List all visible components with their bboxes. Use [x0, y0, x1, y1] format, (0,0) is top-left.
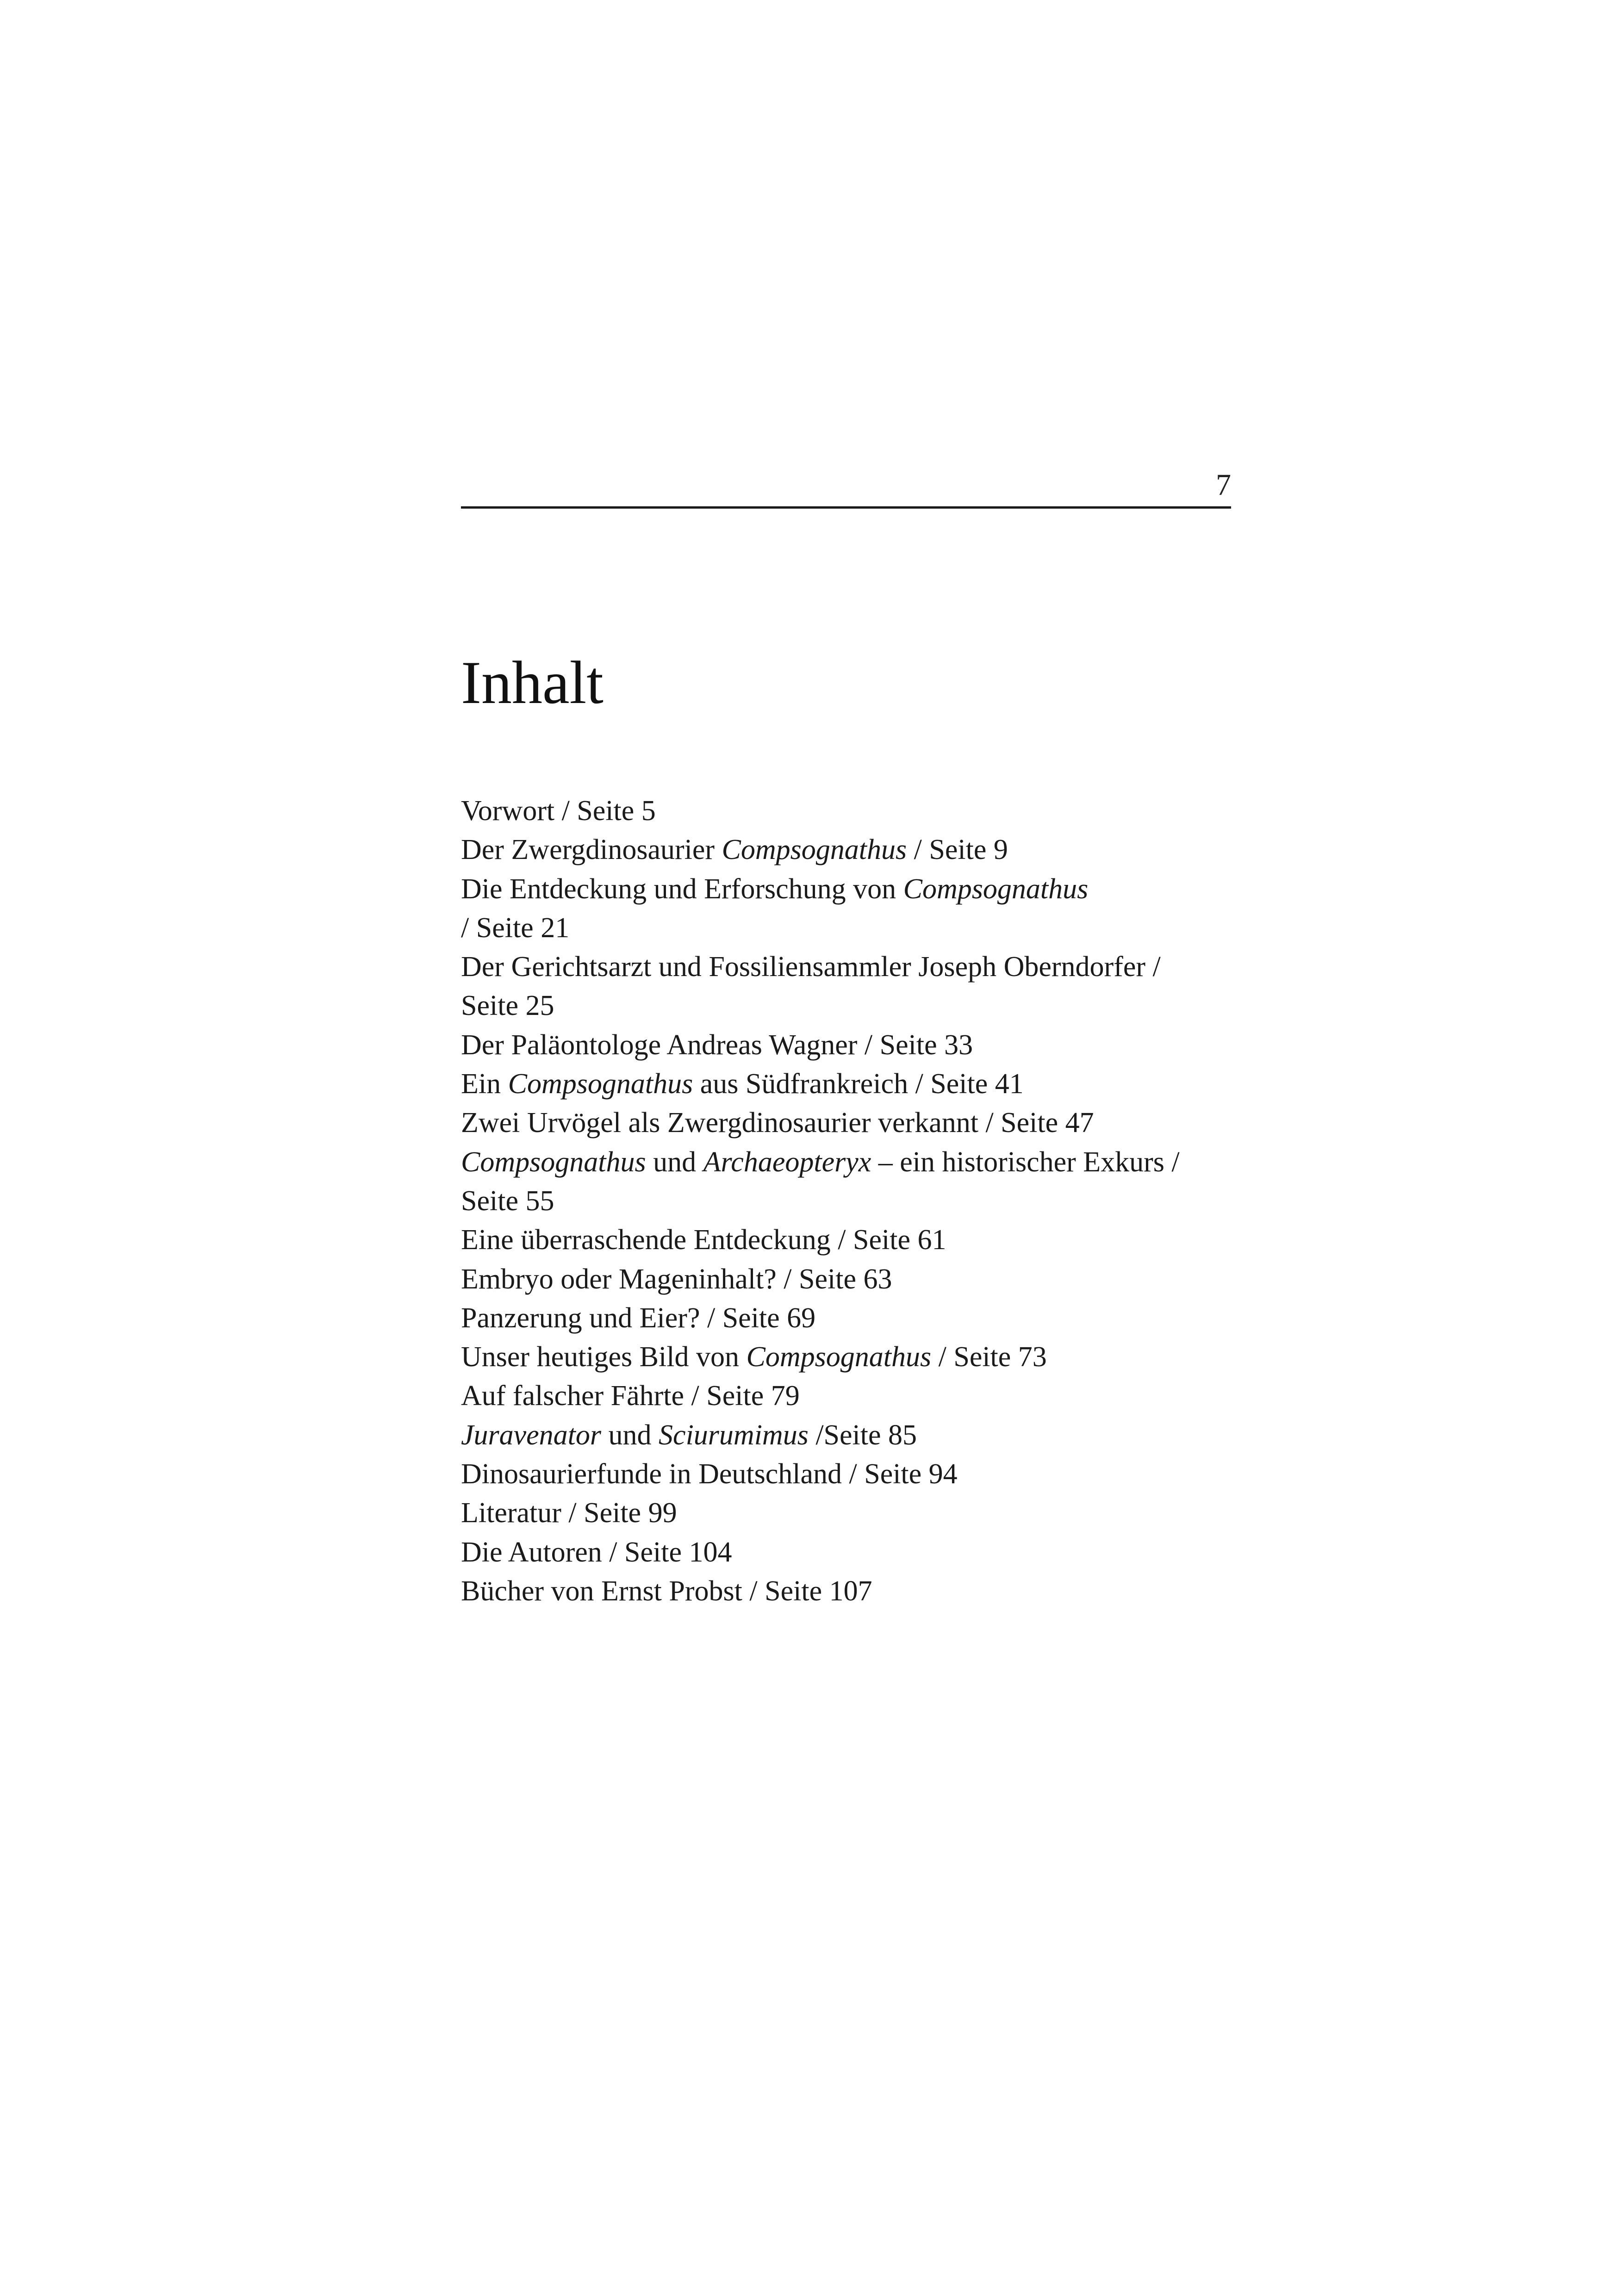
- toc-line: [461, 947, 1248, 986]
- toc-line: [461, 791, 1248, 830]
- toc-text: Der Paläontologe Andreas Wagner / Seite 33: [461, 1029, 973, 1061]
- toc-text: / Seite 21: [461, 912, 570, 944]
- toc-text: Die Autoren / Seite 104: [461, 1536, 732, 1568]
- toc-text: / Seite 73: [931, 1341, 1047, 1373]
- page-title: Inhalt: [461, 648, 604, 716]
- toc-italic-text: Compsognathus: [508, 1068, 693, 1100]
- toc-text: Vorwort / Seite 5: [461, 795, 656, 827]
- toc-italic-text: Compsognathus: [461, 1146, 646, 1178]
- toc-italic-text: Compsognathus: [722, 834, 907, 866]
- toc-text: Der Gerichtsarzt und Fossiliensammler Joseph Oberndorfer /: [461, 951, 1161, 983]
- toc-text: Literatur / Seite 99: [461, 1497, 677, 1529]
- toc-text: Seite 55: [461, 1185, 554, 1217]
- toc-text: und: [601, 1419, 659, 1451]
- toc-line: [461, 1026, 1248, 1064]
- toc-text: / Seite 9: [907, 834, 1008, 866]
- toc-line: [461, 908, 1248, 947]
- toc-line: [461, 1220, 1248, 1259]
- toc-line: [461, 1260, 1248, 1299]
- toc-line: [461, 1338, 1248, 1376]
- toc-text: Seite 25: [461, 990, 554, 1022]
- toc-text: aus Südfrankreich / Seite 41: [693, 1068, 1024, 1100]
- toc-text: Auf falscher Fährte / Seite 79: [461, 1380, 800, 1412]
- toc-line: [461, 1416, 1248, 1455]
- toc-text: Der Zwergdinosaurier: [461, 834, 722, 866]
- toc-line: [461, 870, 1248, 908]
- toc-line: [461, 1493, 1248, 1532]
- toc-text: Eine überraschende Entdeckung / Seite 61: [461, 1224, 946, 1256]
- toc-text: Zwei Urvögel als Zwergdinosaurier verkannt / Seite 47: [461, 1107, 1094, 1139]
- toc-line: [461, 1455, 1248, 1493]
- toc-text: – ein historischer Exkurs /: [871, 1146, 1180, 1178]
- toc-line: [461, 1533, 1248, 1572]
- toc-text: Ein: [461, 1068, 508, 1100]
- toc-line: [461, 830, 1248, 869]
- toc-line: [461, 1376, 1248, 1415]
- toc-italic-text: Archaeopteryx: [703, 1146, 871, 1178]
- toc-text: Panzerung und Eier? / Seite 69: [461, 1302, 816, 1334]
- toc-text: Embryo oder Mageninhalt? / Seite 63: [461, 1263, 892, 1295]
- toc-line: [461, 1572, 1248, 1611]
- toc-italic-text: Juravenator: [461, 1419, 602, 1451]
- toc-line: [461, 1064, 1248, 1103]
- toc-text: Bücher von Ernst Probst / Seite 107: [461, 1575, 872, 1607]
- toc-italic-text: Sciurumimus: [659, 1419, 809, 1451]
- toc-line: [461, 1299, 1248, 1338]
- toc-italic-text: Compsognathus: [746, 1341, 932, 1373]
- toc-text: und: [646, 1146, 703, 1178]
- page-number: 7: [1216, 468, 1231, 502]
- toc-text: Dinosaurierfunde in Deutschland / Seite 94: [461, 1458, 958, 1490]
- toc-italic-text: Compsognathus: [903, 873, 1089, 905]
- toc-line: [461, 1103, 1248, 1142]
- toc-text: /Seite 85: [808, 1419, 917, 1451]
- toc-line: [461, 1182, 1248, 1220]
- toc-line: [461, 986, 1248, 1025]
- toc-text: Die Entdeckung und Erforschung von: [461, 873, 903, 905]
- toc-text: Unser heutiges Bild von: [461, 1341, 747, 1373]
- table-of-contents: [461, 791, 1248, 1611]
- toc-line: [461, 1143, 1248, 1182]
- header-rule: [461, 506, 1231, 509]
